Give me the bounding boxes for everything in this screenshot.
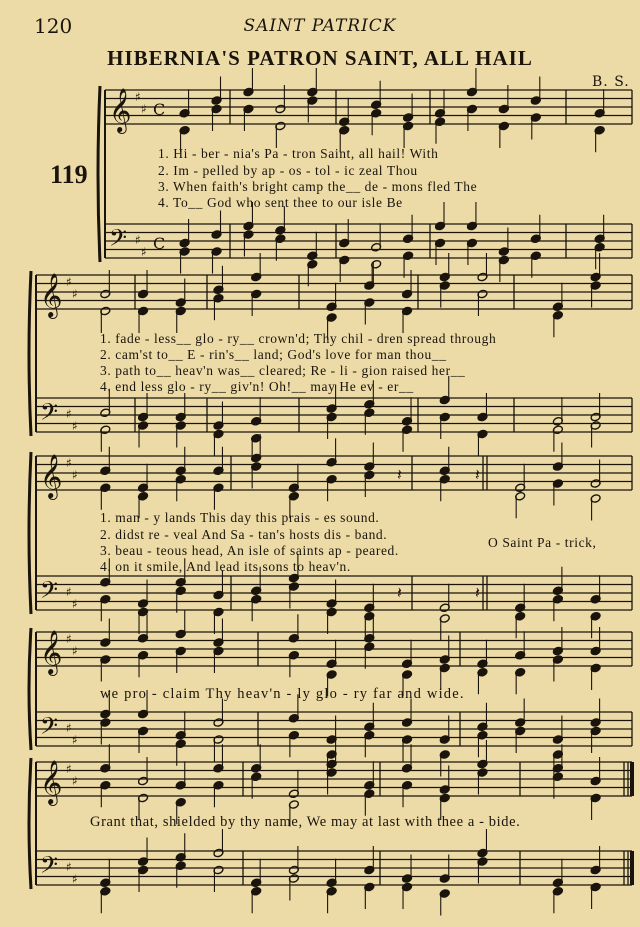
system-bracket — [29, 452, 31, 614]
time-signature: C — [153, 234, 166, 253]
sharp-sign: ♯ — [66, 721, 72, 735]
system-bracket — [29, 628, 31, 750]
system-bracket — [29, 758, 31, 889]
bass-clef: 𝄢 — [40, 398, 59, 431]
lyric-line: 3. When faith's bright camp the__ de - mons fled The — [158, 179, 478, 194]
running-title: SAINT PATRICK — [243, 16, 397, 36]
sharp-sign: ♯ — [135, 233, 141, 247]
sharp-sign: ♯ — [66, 275, 72, 289]
lyric-line: 4. To__ God who sent thee to our isle Be — [158, 195, 403, 210]
bass-clef: 𝄢 — [40, 851, 59, 884]
hymn-number: 119 — [50, 160, 88, 189]
treble-clef: 𝄞 — [40, 760, 63, 804]
system-bracket — [98, 86, 100, 262]
lyric-line: 4. end less glo - ry__ giv'n! Oh!__ may He ev - er__ — [100, 379, 414, 394]
time-signature: C — [153, 100, 166, 119]
sharp-sign: ♯ — [72, 774, 78, 788]
composer-initials: B. S. — [592, 74, 630, 90]
lyric-line: 1. fade - less__ glo - ry__ crown'd; Thy chil - dren spread through — [100, 331, 497, 346]
sharp-sign: ♯ — [66, 407, 72, 421]
sharp-sign: ♯ — [66, 860, 72, 874]
lyric-line: 2. didst re - veal And Sa - tan's hosts dis - band. — [100, 527, 388, 542]
lyric-line: 3. beau - teous head, An isle of saints ap - peared. — [100, 543, 399, 558]
lyric-line: we pro - claim Thy heav'n - ly glo - ry far and wide. — [100, 686, 465, 702]
lyric-line: 2. cam'st to__ E - rin's__ land; God's love for man thou__ — [100, 347, 447, 362]
sharp-sign: ♯ — [72, 644, 78, 658]
sharp-sign: ♯ — [135, 90, 141, 104]
sharp-sign: ♯ — [72, 468, 78, 482]
page-number: 120 — [34, 14, 73, 38]
lyric-line: 1. man - y lands This day this prais - es sound. — [100, 510, 380, 525]
sharp-sign: ♯ — [66, 456, 72, 470]
sharp-sign: ♯ — [66, 632, 72, 646]
rest: 𝄽 — [475, 583, 480, 602]
sharp-sign: ♯ — [141, 102, 147, 116]
sharp-sign: ♯ — [72, 733, 78, 747]
refrain-text: O Saint Pa - trick, — [488, 535, 597, 550]
lyric-line: Grant that, shielded by thy name, We may at last with thee a - bide. — [90, 814, 521, 830]
sharp-sign: ♯ — [66, 585, 72, 599]
sharp-sign: ♯ — [72, 419, 78, 433]
treble-clef: 𝄞 — [109, 88, 132, 132]
sharp-sign: ♯ — [141, 245, 147, 259]
sharp-sign: ♯ — [66, 762, 72, 776]
rest: 𝄽 — [475, 465, 480, 484]
bass-clef: 𝄢 — [40, 576, 59, 609]
rest: 𝄽 — [397, 583, 402, 602]
lyric-line: 1. Hi - ber - nia's Pa - tron Saint, all hail! With — [158, 146, 439, 161]
hymn-title: HIBERNIA'S PATRON SAINT, ALL HAIL — [107, 46, 533, 70]
treble-clef: 𝄞 — [40, 273, 63, 317]
lyric-line: 4. on it smile, And lead its sons to heav'n. — [100, 559, 351, 574]
treble-clef: 𝄞 — [40, 454, 63, 498]
system-bracket — [29, 271, 31, 436]
sharp-sign: ♯ — [72, 287, 78, 301]
lyric-line: 3. path to__ heav'n was__ cleared; Re - li - gion raised her__ — [100, 363, 466, 378]
sharp-sign: ♯ — [72, 872, 78, 886]
bass-clef: 𝄢 — [109, 224, 128, 257]
treble-clef: 𝄞 — [40, 630, 63, 674]
lyric-line: 2. Im - pelled by ap - os - tol - ic zeal Thou — [158, 163, 418, 178]
bass-clef: 𝄢 — [40, 712, 59, 745]
sharp-sign: ♯ — [72, 597, 78, 611]
rest: 𝄽 — [397, 465, 402, 484]
